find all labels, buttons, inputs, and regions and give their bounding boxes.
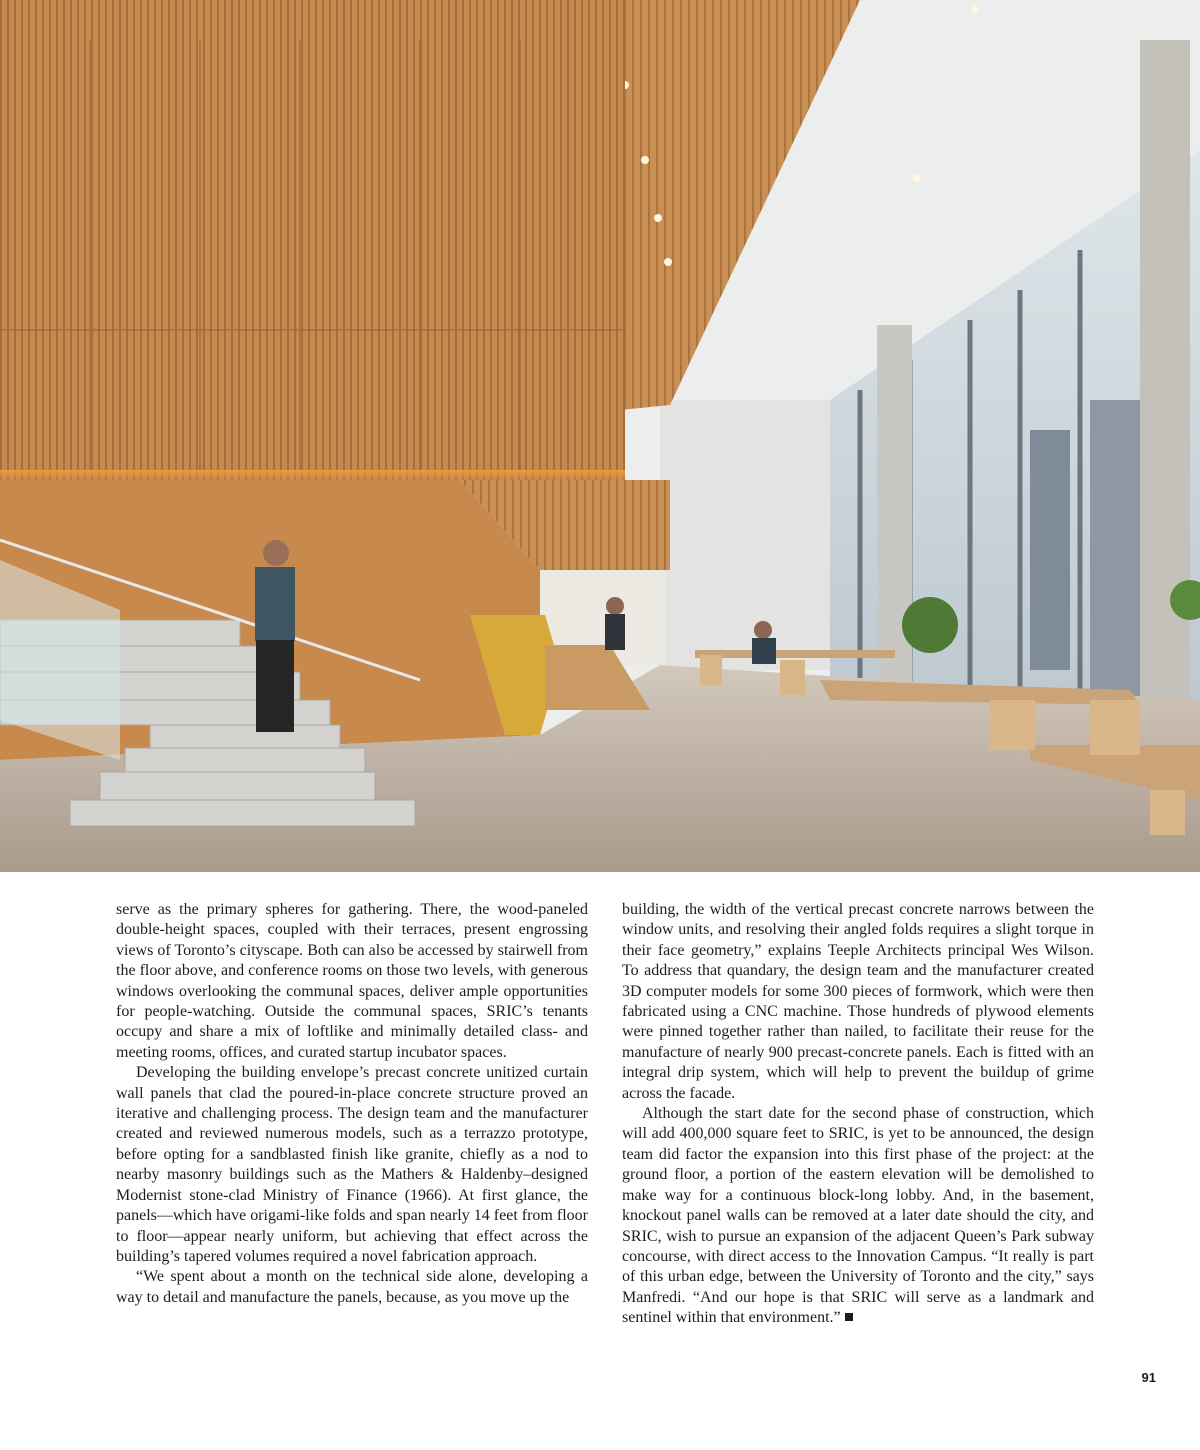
end-square-icon xyxy=(845,1313,853,1321)
article-column-right xyxy=(622,900,1094,1329)
page-number: 91 xyxy=(1141,1370,1156,1385)
paragraph: “We spent about a month on the technical side alone, developing a way to detail and manufacture the panels, because, as you move up the xyxy=(116,1268,588,1306)
paragraph: Although the start date for the second phase of construction, which will add 400,000 square feet to SRIC, is yet to be announced, the design team did factor the expansion into this first phase of the project: at the ground floor, a portion of the eastern elevation will be demolished to make way for a continuous block-long lobby. And, in the basement, knockout panel walls can be removed at a later date should the city, and SRIC, wish to pursue an expansion of the adjacent Queen’s Park subway concourse, with direct access to the Innovation Campus. “It really is part of this urban edge, between the University of Toronto and the city,” says Manfredi. “And our hope is that SRIC will serve as a landmark and sentinel within that environment.” xyxy=(622,1105,1094,1327)
paragraph: building, the width of the vertical precast concrete narrows between the window units, and resolving their angled folds requires a slight torque in their face geometry,” explains Teeple Architects principal Wes Wilson. To address that quandary, the design team and the manufacturer created 3D computer models for some 300 pieces of formwork, which were then fabricated using a CNC machine. Those hundreds of plywood elements were pinned together rather than nailed, to facilitate their reuse for the manufacture of nearly 900 precast-concrete panels. Each is fitted with an integral drip system, which will help to prevent the buildup of grime across the facade. xyxy=(622,901,1094,1102)
paragraph: Developing the building envelope’s precast concrete unitized curtain wall panels that clad the poured-in-place concrete structure proved an iterative and challenging process. The design team and the manufacturer created and reviewed numerous models, such as a terrazzo prototype, before opting for a sandblasted finish like granite, chiefly as a nod to nearby masonry buildings such as the Mathers & Haldenby–designed Modernist stone-clad Ministry of Finance (1966). At first glance, the panels—which have origami-like folds and span nearly 14 feet from floor to floor—appear nearly uniform, but achieving that effect across the building’s tapered volumes required a novel fabrication approach. xyxy=(116,1064,588,1265)
article-column-left xyxy=(116,900,588,1308)
paragraph: serve as the primary spheres for gathering. There, the wood-paneled double-height spaces, coupled with their terraces, present engrossing views of Toronto’s cityscape. Both can also be accessed by stairwell from the floor above, and conference rooms on those two levels, with generous windows overlooking the communal spaces, deliver ample opportunities for people-watching. Outside the communal spaces, SRIC’s tenants occupy and share a mix of loftlike and minimally detailed class- and meeting rooms, offices, and curated startup incubator spaces. xyxy=(116,901,588,1061)
